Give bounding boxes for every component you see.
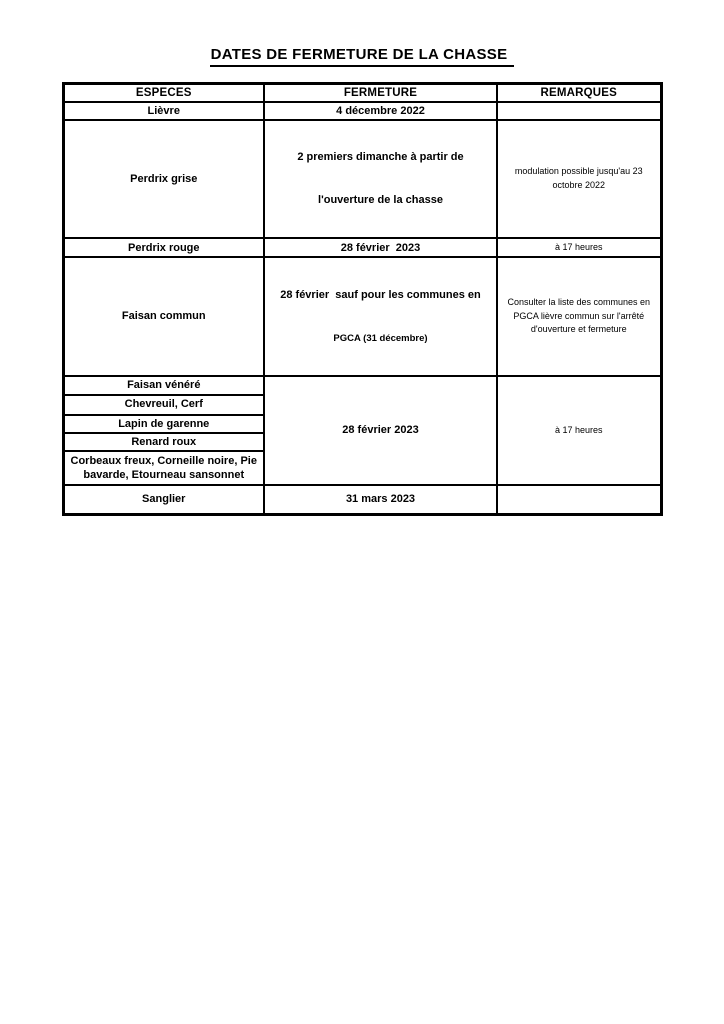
column-header-remarques: REMARQUES <box>497 84 661 102</box>
table-row-lievre <box>63 102 661 120</box>
fermeture-line-2: PGCA (31 décembre) <box>333 332 428 344</box>
table-row-sanglier <box>63 485 661 514</box>
remarque-cell: modulation possible jusqu'au 23 octobre 2022 <box>497 120 661 238</box>
fermeture-cell <box>264 120 497 238</box>
table-row-perdrix-grise <box>63 120 661 238</box>
fermeture-line-2: l'ouverture de la chasse <box>318 194 443 207</box>
fermeture-cell: 31 mars 2023 <box>264 485 497 514</box>
table-row-perdrix-rouge <box>63 238 661 257</box>
fermeture-cell: 4 décembre 2022 <box>264 102 497 120</box>
remarque-cell-empty <box>497 485 661 514</box>
espece-cell: Lièvre <box>63 102 264 120</box>
fermeture-line-1: 2 premiers dimanche à partir de <box>297 151 464 164</box>
espece-cell: Sanglier <box>63 485 264 514</box>
espece-cell: Faisan vénéré <box>63 376 264 395</box>
espece-cell: Faisan commun <box>63 257 264 375</box>
title-container <box>0 46 724 67</box>
remarque-cell: à 17 heures <box>497 238 661 257</box>
espece-cell: Corbeaux freux, Corneille noire, Pie bavarde, Etourneau sansonnet <box>63 451 264 485</box>
fermeture-line-1: 28 février sauf pour les communes en <box>280 288 481 301</box>
espece-cell: Perdrix grise <box>63 120 264 238</box>
column-header-fermeture: FERMETURE <box>264 84 497 102</box>
table-row-faisan-commun <box>63 257 661 375</box>
column-header-especes: ESPECES <box>63 84 264 102</box>
table-header-row <box>63 84 661 102</box>
remarque-cell-merged: à 17 heures <box>497 376 661 486</box>
espece-cell: Lapin de garenne <box>63 415 264 433</box>
espece-cell: Perdrix rouge <box>63 238 264 257</box>
closure-dates-table <box>62 82 663 516</box>
page-title: DATES DE FERMETURE DE LA CHASSE <box>210 46 515 67</box>
fermeture-cell-merged: 28 février 2023 <box>264 376 497 486</box>
espece-cell: Renard roux <box>63 433 264 451</box>
remarque-cell-empty <box>497 102 661 120</box>
table-row-faisan-venere <box>63 376 661 395</box>
fermeture-cell <box>264 257 497 375</box>
fermeture-cell: 28 février 2023 <box>264 238 497 257</box>
espece-cell: Chevreuil, Cerf <box>63 395 264 415</box>
remarque-cell: Consulter la liste des communes en PGCA lièvre commun sur l'arrêté d'ouverture et fermeture <box>497 257 661 375</box>
